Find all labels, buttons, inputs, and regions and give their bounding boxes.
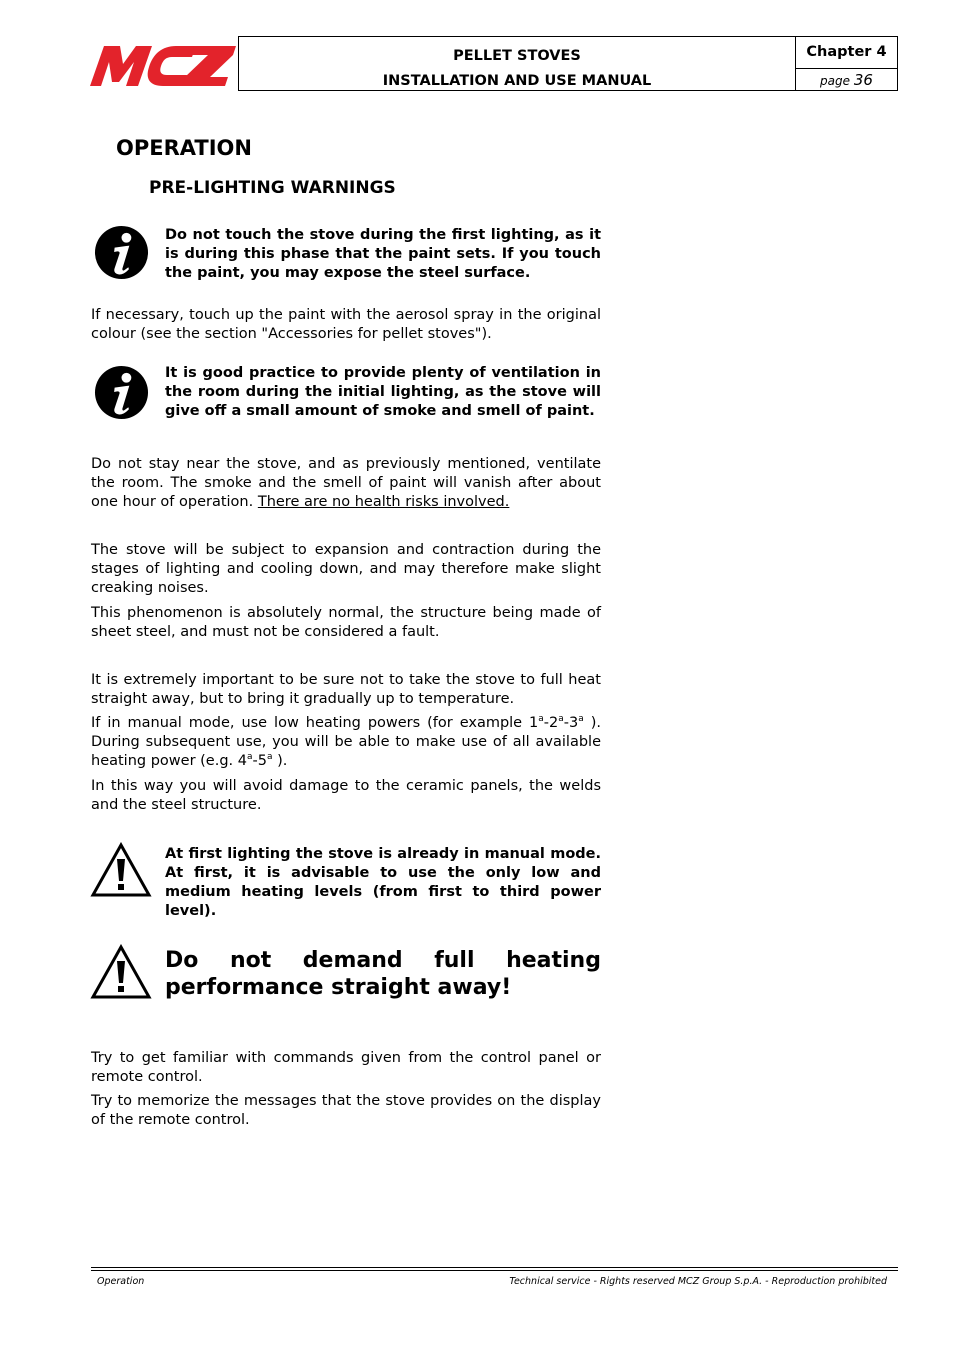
subsection-title: PRE-LIGHTING WARNINGS	[149, 178, 396, 198]
paragraph-touch-up: If necessary, touch up the paint with the aerosol spray in the original colour (see the section "Accessories for pellet stoves").	[91, 307, 601, 342]
info-note-2: It is good practice to provide plenty of ventilation in the room during the initial lighting, as the stove will give off a small amount of smoke and smell of paint.	[165, 365, 601, 419]
header-title-line1: PELLET STOVES	[453, 48, 581, 64]
page-label: page 36	[820, 71, 873, 89]
header-chapter-box	[795, 36, 898, 91]
footer-section-name: Operation	[97, 1276, 145, 1287]
section-title: OPERATION	[116, 136, 252, 160]
info-icon	[94, 225, 149, 280]
footer-rule	[91, 1270, 898, 1271]
paragraph-commands: Try to get familiar with commands given from the control panel or remote control.	[91, 1050, 601, 1085]
paragraph-messages: Try to memorize the messages that the stove provides on the display of the remote control.	[91, 1093, 601, 1128]
footer-rights-text: Technical service - Rights reserved MCZ Group S.p.A. - Reproduction prohibited	[509, 1276, 887, 1287]
paragraph-ventilate: Do not stay near the stove, and as previously mentioned, ventilate the room. The smoke and the smell of paint will vanish after about one hour of operation. There are no health risks involved.	[91, 456, 601, 510]
chapter-label: Chapter 4	[796, 37, 897, 69]
info-note-1: Do not touch the stove during the first lighting, as it is during this phase that the paint sets. If you touch the paint, you may expose the steel surface.	[165, 227, 601, 281]
header-title-box	[238, 36, 796, 91]
warning-icon	[90, 944, 152, 1000]
mcz-logo	[90, 42, 236, 88]
warning-note-1: At first lighting the stove is already in manual mode. At first, it is advisable to use the only low and medium heating levels (from first to third power level).	[165, 846, 601, 919]
paragraph-avoid-damage: In this way you will avoid damage to the ceramic panels, the welds and the steel structure.	[91, 778, 601, 813]
paragraph-phenomenon: This phenomenon is absolutely normal, the structure being made of sheet steel, and must not be considered a fault.	[91, 605, 601, 640]
paragraph-expansion: The stove will be subject to expansion and contraction during the stages of lighting and cooling down, and may therefore make slight creaking noises.	[91, 542, 601, 596]
header-title-line2: INSTALLATION AND USE MANUAL	[382, 73, 652, 89]
paragraph-manual-mode: If in manual mode, use low heating powers (for example 1$^a$-2$^a$-3$^a$ ). During subsequent use, you will be able to make use of all available heating power (e.g. 4$^a$-5$^a$ ).	[91, 714, 601, 769]
paragraph-gradual-heat: It is extremely important to be sure not to take the stove to full heat straight away, but to bring it gradually up to temperature.	[91, 672, 601, 707]
warning-note-2: Do not demand full heating performance straight away!	[165, 948, 601, 1000]
footer-rule	[91, 1267, 898, 1268]
no-health-risks-text: There are no health risks involved.	[257, 494, 510, 510]
info-icon	[94, 365, 149, 420]
page-number: 36	[853, 71, 873, 89]
warning-icon	[90, 842, 152, 898]
